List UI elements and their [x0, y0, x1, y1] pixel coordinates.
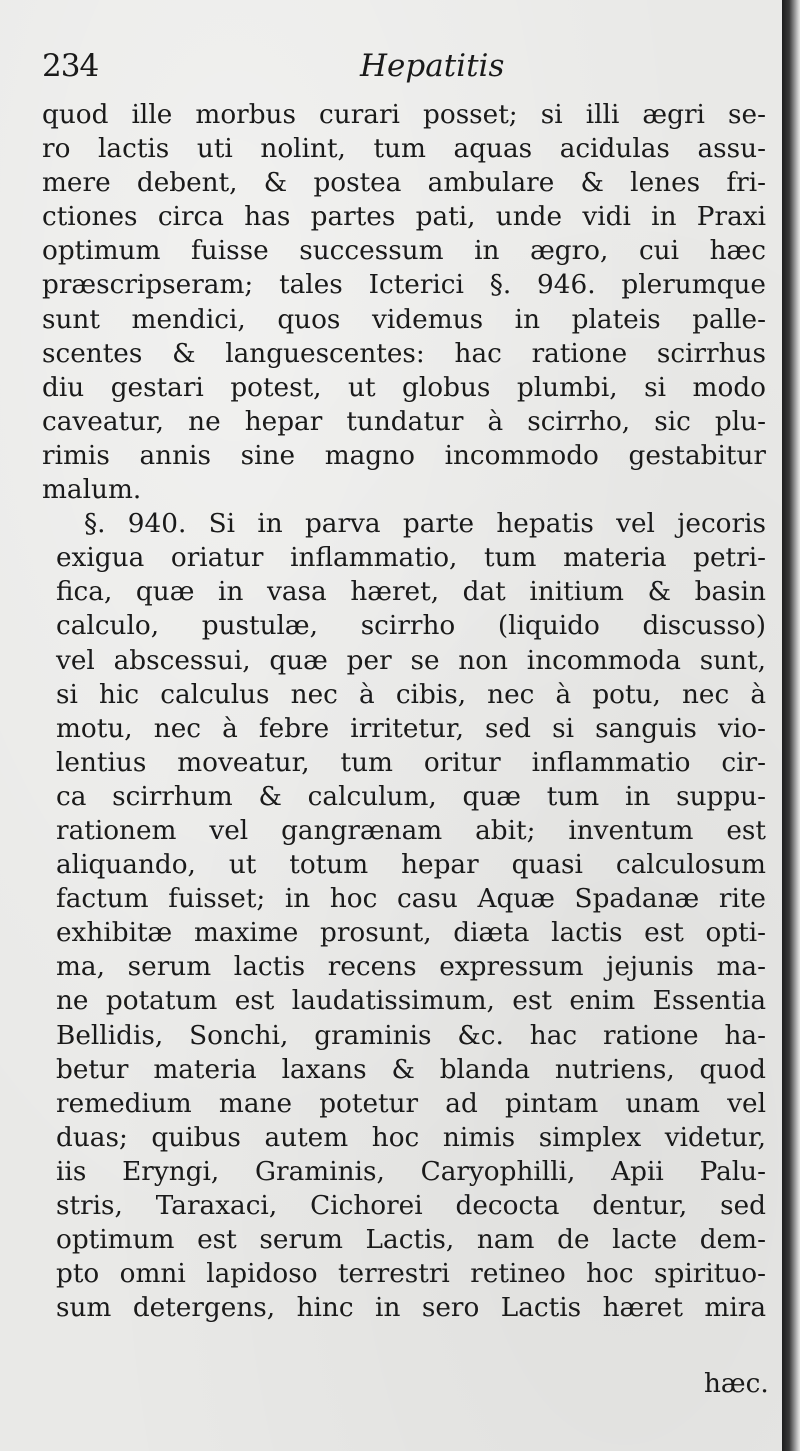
text-line: iis Eryngi, Graminis, Caryophilli, Apii Palu- — [56, 1156, 766, 1187]
text-line: lentius moveatur, tum oritur inflammatio cir- — [56, 747, 766, 778]
text-line: betur materia laxans & blanda nutriens, quod — [56, 1054, 766, 1085]
page-header — [42, 42, 762, 92]
text-line: diu gestari potest, ut globus plumbi, si modo — [42, 372, 766, 403]
text-line: si hic calculus nec à cibis, nec à potu, nec à — [56, 679, 766, 710]
text-line: ctiones circa has partes pati, unde vidi in Praxi — [42, 202, 766, 233]
text-line: rimis annis sine magno incommodo gestabitur — [42, 440, 766, 471]
running-head: Hepatitis — [360, 48, 505, 84]
text-line: calculo, pustulæ, scirrho (liquido discusso) — [56, 611, 766, 642]
text-line: exhibitæ maxime prosunt, diæta lactis est opti- — [56, 918, 766, 949]
catchword: hæc. — [704, 1369, 769, 1399]
text-line: optimum est serum Lactis, nam de lacte dem- — [56, 1225, 766, 1256]
text-line: pto omni lapidoso terrestri retineo hoc spirituo- — [56, 1259, 766, 1290]
text-line: ro lactis uti nolint, tum aquas acidulas assu- — [42, 134, 766, 165]
binding-gutter — [782, 0, 800, 1451]
text-line: scentes & languescentes: hac ratione scirrhus — [42, 338, 766, 369]
text-line: quod ille morbus curari posset; si illi ægri se- — [42, 100, 766, 130]
text-line: præscripseram; tales Icterici §. 946. plerumque — [42, 270, 766, 301]
text-line: factum fuisset; in hoc casu Aquæ Spadanæ rite — [56, 884, 766, 915]
text-line: motu, nec à febre irritetur, sed si sanguis vio- — [56, 713, 766, 744]
text-line: mere debent, & postea ambulare & lenes fri- — [42, 168, 766, 199]
text-line: ne potatum est laudatissimum, est enim Essentia — [56, 986, 766, 1017]
text-line: Bellidis, Sonchi, graminis &c. hac ratione ha- — [56, 1020, 766, 1051]
text-line: stris, Taraxaci, Cichorei decocta dentur, sed — [56, 1191, 766, 1221]
text-line: sum detergens, hinc in sero Lactis hæret mira — [56, 1293, 766, 1324]
text-line: optimum fuisse successum in ægro, cui hæc — [42, 236, 766, 267]
text-line: rationem vel gangrænam abit; inventum est — [56, 815, 766, 846]
body-text — [42, 98, 766, 1325]
text-line: sunt mendici, quos videmus in plateis palle- — [42, 304, 766, 335]
section-start-line: §. 940. Si in parva parte hepatis vel jecoris — [84, 509, 766, 540]
text-line: aliquando, ut totum hepar quasi calculosum — [56, 850, 766, 881]
text-line: fica, quæ in vasa hæret, dat initium & basin — [56, 577, 766, 608]
text-line: ma, serum lactis recens expressum jejunis ma- — [56, 952, 766, 983]
text-line: vel abscessui, quæ per se non incommoda sunt, — [56, 645, 766, 676]
paragraph-end-line: malum. — [42, 475, 142, 506]
text-line: duas; quibus autem hoc nimis simplex videtur, — [56, 1122, 766, 1153]
text-line: ca scirrhum & calculum, quæ tum in suppu- — [56, 781, 766, 812]
text-line: remedium mane potetur ad pintam unam vel — [56, 1088, 766, 1119]
text-line: exigua oriatur inflammatio, tum materia petri- — [56, 543, 766, 574]
page-number: 234 — [42, 48, 99, 84]
text-line: caveatur, ne hepar tundatur à scirrho, sic plu- — [42, 406, 766, 437]
